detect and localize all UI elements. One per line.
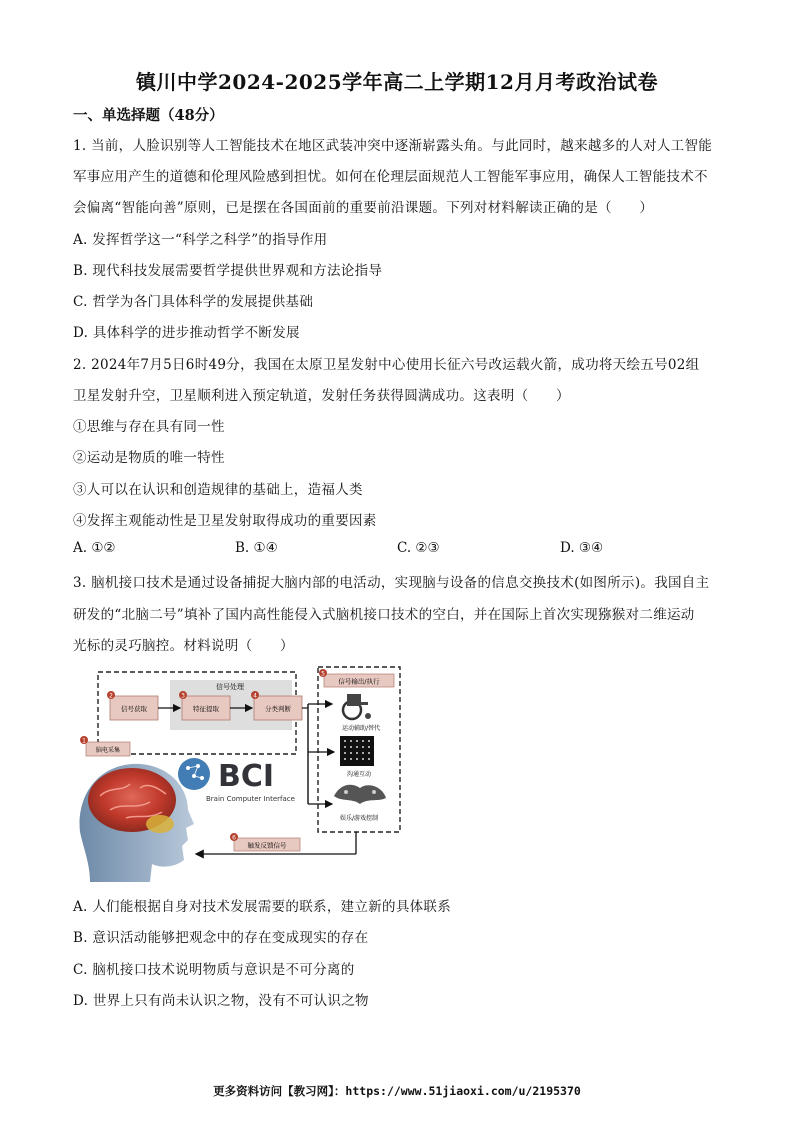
q3-option-b: B. 意识活动能够把观念中的存在变成现实的存在: [73, 930, 369, 946]
q2-option-a: A. ①②: [73, 540, 116, 556]
output-comm-label: 沟通互动: [346, 771, 372, 778]
wheelchair-icon: [343, 694, 371, 719]
output-motion-label: 运动辅助/替代: [341, 725, 381, 732]
game-control-icon: [334, 785, 386, 804]
bci-logo-subtitle: Brain Computer Interface: [206, 795, 295, 803]
feedback-label: 触发反馈信号: [247, 841, 287, 850]
output-control-label: 娱乐/游戏控制: [339, 815, 379, 822]
bci-diagram: [70, 664, 410, 882]
bci-logo: [178, 758, 295, 803]
q3-line-1: 3. 脑机接口技术是通过设备捕捉大脑内部的电活动，实现脑与设备的信息交换技术(如图所示)。我国自主: [73, 575, 710, 591]
q1-line-1: 1. 当前，人脸识别等人工智能技术在地区武装冲突中逐渐崭露头角。与此同时，越来越多的人对人工智能: [73, 138, 713, 154]
svg-text:1: 1: [82, 737, 86, 745]
footer-link[interactable]: 更多资料访问【教习网】：https://www.51jiaoxi.com/u/2195370: [213, 1084, 581, 1098]
q3-option-d: D. 世界上只有尚未认识之物，没有不可认识之物: [73, 993, 369, 1009]
q2-statement-1: ①思维与存在具有同一性: [73, 419, 225, 435]
q1-option-d: D. 具体科学的进步推动哲学不断发展: [73, 325, 300, 341]
output-title: 信号输出/执行: [338, 677, 380, 686]
q3-line-3: 光标的灵巧脑控。材料说明（ ）: [73, 638, 294, 654]
q2-option-b: B. ①④: [235, 540, 278, 556]
q2-line-2: 卫星发射升空，卫星顺利进入预定轨道，发射任务获得圆满成功。这表明（ ）: [73, 388, 570, 404]
q2-statement-4: ④发挥主观能动性是卫星发射取得成功的重要因素: [73, 513, 377, 529]
speller-grid-icon: [340, 736, 374, 766]
svg-text:6: 6: [232, 834, 236, 842]
svg-text:3: 3: [181, 692, 185, 700]
q3-option-c: C. 脑机接口技术说明物质与意识是不可分离的: [73, 962, 355, 978]
q1-option-b: B. 现代科技发展需要哲学提供世界观和方法论指导: [73, 263, 383, 279]
q1-option-a: A. 发挥哲学这一“科学之科学”的指导作用: [73, 232, 328, 248]
step-feature-label: 特征提取: [193, 705, 219, 713]
section-heading: 一、单选择题（48分）: [73, 107, 224, 124]
q2-option-d: D. ③④: [560, 540, 604, 556]
svg-text:2: 2: [109, 692, 113, 700]
q3-line-2: 研发的“北脑二号”填补了国内高性能侵入式脑机接口技术的空白，并在国际上首次实现猕猴对二维运动: [73, 607, 695, 623]
q2-statement-2: ②运动是物质的唯一特性: [73, 450, 225, 466]
processing-title: 信号处理: [216, 683, 244, 691]
step-acquire-label: 信号获取: [121, 705, 147, 713]
q1-line-3: 会偏离“智能向善”原则，已是摆在各国面前的重要前沿课题。下列对材料解读正确的是（ ）: [73, 200, 654, 216]
svg-text:4: 4: [253, 692, 257, 700]
eeg-label: 脑电采集: [95, 747, 121, 754]
q2-option-c: C. ②③: [397, 540, 440, 556]
svg-text:5: 5: [321, 670, 325, 678]
step-classify-label: 分类判断: [265, 705, 291, 713]
exam-title: 镇川中学2024-2025学年高二上学期12月月考政治试卷: [136, 70, 658, 94]
q1-option-c: C. 哲学为各门具体科学的发展提供基础: [73, 294, 314, 310]
bci-logo-text: BCI: [218, 759, 275, 794]
q2-statement-3: ③人可以在认识和创造规律的基础上，造福人类: [73, 482, 363, 498]
q1-line-2: 军事应用产生的道德和伦理风险感到担忧。如何在伦理层面规范人工智能军事应用，确保人工智能技术不: [73, 169, 708, 185]
q3-option-a: A. 人们能根据自身对技术发展需要的联系，建立新的具体联系: [73, 899, 452, 915]
q2-line-1: 2. 2024年7月5日6时49分，我国在太原卫星发射中心使用长征六号改运载火箭，成功将天绘五号02组: [73, 357, 700, 373]
